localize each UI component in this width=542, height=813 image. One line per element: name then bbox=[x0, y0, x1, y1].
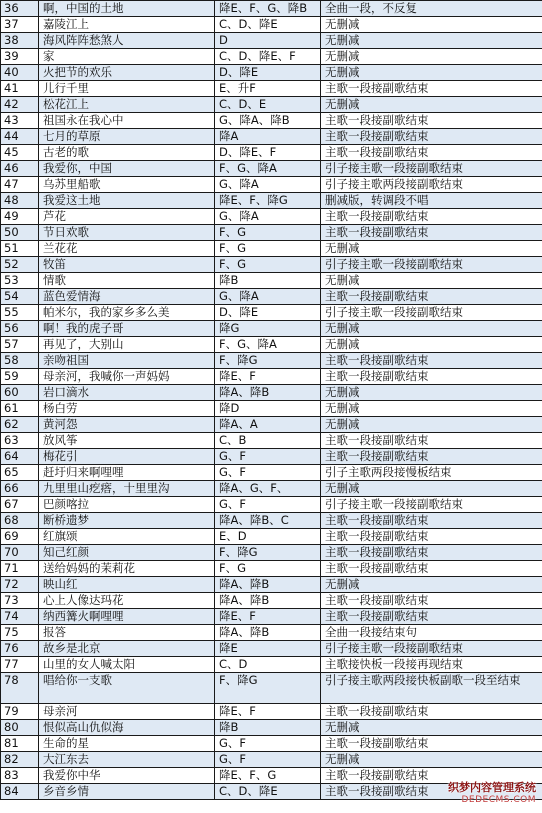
table-row bbox=[1, 657, 542, 673]
song-structure-cell: 引子接主歌一段接副歌结束 bbox=[321, 305, 542, 321]
song-number-cell: 65 bbox=[1, 465, 39, 481]
song-structure-cell: 引子接主歌两段接副歌结束 bbox=[321, 177, 542, 193]
song-title-cell: 梅花引 bbox=[39, 449, 215, 465]
song-title-cell: 我爱你，中国 bbox=[39, 161, 215, 177]
song-key-cell: G、降A、降B bbox=[215, 113, 321, 129]
song-structure-cell: 主歌一段接副歌结束 bbox=[321, 353, 542, 369]
song-structure-cell: 无删减 bbox=[321, 321, 542, 337]
song-key-cell: F、G bbox=[215, 257, 321, 273]
song-structure-cell: 无删减 bbox=[321, 337, 542, 353]
song-number-cell: 67 bbox=[1, 497, 39, 513]
table-row bbox=[1, 736, 542, 752]
table-row bbox=[1, 497, 542, 513]
song-title-cell: 牧笛 bbox=[39, 257, 215, 273]
song-number-cell: 59 bbox=[1, 369, 39, 385]
song-key-cell: G、F bbox=[215, 465, 321, 481]
song-number-cell: 80 bbox=[1, 720, 39, 736]
table-row bbox=[1, 625, 542, 641]
table-row bbox=[1, 321, 542, 337]
song-structure-cell: 无删减 bbox=[321, 97, 542, 113]
table-row bbox=[1, 417, 542, 433]
song-structure-cell: 全曲一段接结束句 bbox=[321, 625, 542, 641]
song-key-cell: F、G bbox=[215, 241, 321, 257]
song-title-cell: 赶圩归来啊哩哩 bbox=[39, 465, 215, 481]
song-structure-cell: 无删减 bbox=[321, 49, 542, 65]
table-row bbox=[1, 193, 542, 209]
table-row bbox=[1, 209, 542, 225]
song-key-cell: 降A、A bbox=[215, 417, 321, 433]
table-row bbox=[1, 161, 542, 177]
song-title-cell: 乡音乡情 bbox=[39, 784, 215, 800]
table-row bbox=[1, 481, 542, 497]
song-structure-cell: 主歌一段接副歌结束 bbox=[321, 369, 542, 385]
song-title-cell: 映山红 bbox=[39, 577, 215, 593]
song-number-cell: 42 bbox=[1, 97, 39, 113]
table-row bbox=[1, 1, 542, 17]
table-row bbox=[1, 768, 542, 784]
song-key-cell: 降A、G、F、 bbox=[215, 481, 321, 497]
song-title-cell: 杨白劳 bbox=[39, 401, 215, 417]
song-number-cell: 53 bbox=[1, 273, 39, 289]
song-title-cell: 红旗颂 bbox=[39, 529, 215, 545]
song-title-cell: 大江东去 bbox=[39, 752, 215, 768]
song-structure-cell: 主歌一段接副歌结束 bbox=[321, 593, 542, 609]
table-row bbox=[1, 673, 542, 704]
song-number-cell: 73 bbox=[1, 593, 39, 609]
song-title-cell: 九里里山疙瘩，十里里沟 bbox=[39, 481, 215, 497]
song-number-cell: 78 bbox=[1, 673, 39, 704]
song-key-cell: D、降E bbox=[215, 65, 321, 81]
song-number-cell: 51 bbox=[1, 241, 39, 257]
song-title-cell: 送给妈妈的茉莉花 bbox=[39, 561, 215, 577]
song-structure-cell: 无删减 bbox=[321, 481, 542, 497]
song-title-cell: 情歌 bbox=[39, 273, 215, 289]
song-title-cell: 黄河怨 bbox=[39, 417, 215, 433]
table-row bbox=[1, 369, 542, 385]
song-key-cell: F、降G bbox=[215, 545, 321, 561]
song-number-cell: 77 bbox=[1, 657, 39, 673]
song-structure-cell: 主歌一段接副歌结束 bbox=[321, 129, 542, 145]
song-key-cell: F、G bbox=[215, 225, 321, 241]
table-row bbox=[1, 609, 542, 625]
song-key-cell: G、F bbox=[215, 752, 321, 768]
song-key-cell: 降E、F bbox=[215, 369, 321, 385]
song-key-cell: 降A、降B bbox=[215, 385, 321, 401]
song-structure-cell: 无删减 bbox=[321, 385, 542, 401]
table-row bbox=[1, 289, 542, 305]
song-structure-cell: 主歌一段接副歌结束 bbox=[321, 433, 542, 449]
song-key-cell: 降E、F、G、降B bbox=[215, 1, 321, 17]
table-row bbox=[1, 401, 542, 417]
song-number-cell: 61 bbox=[1, 401, 39, 417]
song-structure-cell: 无删减 bbox=[321, 65, 542, 81]
song-key-cell: C、D、降E bbox=[215, 784, 321, 800]
song-key-cell: C、D、E bbox=[215, 97, 321, 113]
table-row bbox=[1, 433, 542, 449]
song-key-cell: C、B bbox=[215, 433, 321, 449]
song-key-cell: F、G、降A bbox=[215, 337, 321, 353]
song-number-cell: 57 bbox=[1, 337, 39, 353]
song-number-cell: 62 bbox=[1, 417, 39, 433]
watermark-title: 织梦内容管理系统 bbox=[448, 781, 536, 794]
song-key-cell: 降A、降B bbox=[215, 625, 321, 641]
table-row bbox=[1, 449, 542, 465]
table-row bbox=[1, 577, 542, 593]
song-title-cell: 儿行千里 bbox=[39, 81, 215, 97]
song-key-cell: 降E、F bbox=[215, 704, 321, 720]
song-number-cell: 44 bbox=[1, 129, 39, 145]
song-title-cell: 故乡是北京 bbox=[39, 641, 215, 657]
song-title-cell: 母亲河 bbox=[39, 704, 215, 720]
song-key-cell: F、降G bbox=[215, 673, 321, 704]
song-key-cell: 降E、F bbox=[215, 609, 321, 625]
table-row bbox=[1, 385, 542, 401]
song-number-cell: 52 bbox=[1, 257, 39, 273]
song-structure-cell: 引子接主歌两段接快板副歌一段至结束 bbox=[321, 673, 542, 704]
song-key-cell: D、降E bbox=[215, 305, 321, 321]
song-structure-cell: 主歌一段接副歌结束 bbox=[321, 609, 542, 625]
song-structure-cell: 无删减 bbox=[321, 241, 542, 257]
song-number-cell: 37 bbox=[1, 17, 39, 33]
song-key-cell: F、降G bbox=[215, 353, 321, 369]
table-row bbox=[1, 49, 542, 65]
song-number-cell: 75 bbox=[1, 625, 39, 641]
song-structure-cell: 无删减 bbox=[321, 17, 542, 33]
song-structure-cell: 引子接主歌一段接副歌结束 bbox=[321, 641, 542, 657]
song-title-cell: 再见了，大别山 bbox=[39, 337, 215, 353]
song-number-cell: 76 bbox=[1, 641, 39, 657]
song-title-cell: 松花江上 bbox=[39, 97, 215, 113]
song-title-cell: 心上人像达玛花 bbox=[39, 593, 215, 609]
song-number-cell: 64 bbox=[1, 449, 39, 465]
song-title-cell: 报答 bbox=[39, 625, 215, 641]
song-structure-cell: 全曲一段，不反复 bbox=[321, 1, 542, 17]
song-key-cell: 降A bbox=[215, 129, 321, 145]
song-title-cell: 蓝色爱情海 bbox=[39, 289, 215, 305]
song-number-cell: 63 bbox=[1, 433, 39, 449]
song-title-cell: 乌苏里船歌 bbox=[39, 177, 215, 193]
song-title-cell: 兰花花 bbox=[39, 241, 215, 257]
song-key-cell: D、降E、F bbox=[215, 145, 321, 161]
song-title-cell: 生命的星 bbox=[39, 736, 215, 752]
song-number-cell: 56 bbox=[1, 321, 39, 337]
song-structure-cell: 无删减 bbox=[321, 752, 542, 768]
song-key-cell: 降D bbox=[215, 401, 321, 417]
song-key-cell: 降A、降B bbox=[215, 593, 321, 609]
song-key-cell: G、F bbox=[215, 736, 321, 752]
table-row bbox=[1, 784, 542, 800]
song-key-cell: 降A、降B bbox=[215, 577, 321, 593]
song-number-cell: 40 bbox=[1, 65, 39, 81]
song-key-cell: C、D、降E、F bbox=[215, 49, 321, 65]
song-structure-cell: 无删减 bbox=[321, 417, 542, 433]
song-title-cell: 火把节的欢乐 bbox=[39, 65, 215, 81]
table-row bbox=[1, 241, 542, 257]
table-row bbox=[1, 465, 542, 481]
song-number-cell: 84 bbox=[1, 784, 39, 800]
song-number-cell: 38 bbox=[1, 33, 39, 49]
song-number-cell: 46 bbox=[1, 161, 39, 177]
song-title-cell: 祖国永在我心中 bbox=[39, 113, 215, 129]
song-structure-cell: 主歌一段接副歌结束 bbox=[321, 81, 542, 97]
song-structure-cell: 引子主歌两段接慢板结束 bbox=[321, 465, 542, 481]
song-structure-cell: 无删减 bbox=[321, 720, 542, 736]
song-key-cell: 降E bbox=[215, 641, 321, 657]
song-title-cell: 啊！我的虎子哥 bbox=[39, 321, 215, 337]
song-structure-cell: 无删减 bbox=[321, 401, 542, 417]
song-key-cell: 降A、降B、C bbox=[215, 513, 321, 529]
song-key-cell: F、G、降A bbox=[215, 161, 321, 177]
song-number-cell: 36 bbox=[1, 1, 39, 17]
song-key-cell: E、升F bbox=[215, 81, 321, 97]
song-title-cell: 恨似高山仇似海 bbox=[39, 720, 215, 736]
song-structure-cell: 引子接主歌一段接副歌结束 bbox=[321, 161, 542, 177]
song-key-cell: C、D、降E bbox=[215, 17, 321, 33]
song-title-cell: 断桥遗梦 bbox=[39, 513, 215, 529]
song-key-cell: 降E、F、G bbox=[215, 768, 321, 784]
table-row bbox=[1, 704, 542, 720]
table-row bbox=[1, 81, 542, 97]
song-number-cell: 54 bbox=[1, 289, 39, 305]
song-structure-cell: 主歌一段接副歌结束 bbox=[321, 561, 542, 577]
song-structure-cell: 主歌一段接副歌结束 bbox=[321, 736, 542, 752]
song-number-cell: 66 bbox=[1, 481, 39, 497]
song-key-cell: G、降A bbox=[215, 177, 321, 193]
song-title-cell: 纳西篝火啊哩哩 bbox=[39, 609, 215, 625]
song-title-cell: 帕米尔，我的家乡多么美 bbox=[39, 305, 215, 321]
song-number-cell: 41 bbox=[1, 81, 39, 97]
song-structure-cell: 主歌一段接副歌结束 bbox=[321, 768, 542, 784]
song-structure-cell: 主歌一段接副歌结束 bbox=[321, 145, 542, 161]
song-structure-cell: 主歌一段接副歌结束 bbox=[321, 704, 542, 720]
song-structure-cell: 引子接主歌一段接副歌结束 bbox=[321, 497, 542, 513]
song-structure-cell: 主歌一段接副歌结束 bbox=[321, 529, 542, 545]
song-number-cell: 81 bbox=[1, 736, 39, 752]
table-row bbox=[1, 129, 542, 145]
song-title-cell: 啊，中国的土地 bbox=[39, 1, 215, 17]
song-structure-cell: 无删减 bbox=[321, 273, 542, 289]
song-key-cell: E、D bbox=[215, 529, 321, 545]
song-key-cell: F、G bbox=[215, 561, 321, 577]
table-row bbox=[1, 145, 542, 161]
song-structure-cell: 主歌一段接副歌结束 bbox=[321, 225, 542, 241]
table-row bbox=[1, 545, 542, 561]
song-title-cell: 放风筝 bbox=[39, 433, 215, 449]
song-key-cell: 降B bbox=[215, 273, 321, 289]
table-row bbox=[1, 513, 542, 529]
table-row bbox=[1, 225, 542, 241]
song-number-cell: 39 bbox=[1, 49, 39, 65]
song-structure-cell: 主歌一段接副歌结束 bbox=[321, 289, 542, 305]
song-key-cell: G、降A bbox=[215, 289, 321, 305]
song-title-cell: 我爱这土地 bbox=[39, 193, 215, 209]
table-row bbox=[1, 177, 542, 193]
table-row bbox=[1, 641, 542, 657]
table-row bbox=[1, 113, 542, 129]
song-key-cell: 降G bbox=[215, 321, 321, 337]
song-structure-cell: 主歌一段接副歌结束 bbox=[321, 513, 542, 529]
table-row bbox=[1, 529, 542, 545]
table-row bbox=[1, 353, 542, 369]
song-title-cell: 我爱你中华 bbox=[39, 768, 215, 784]
song-number-cell: 47 bbox=[1, 177, 39, 193]
song-title-cell: 嘉陵江上 bbox=[39, 17, 215, 33]
song-key-cell: D bbox=[215, 33, 321, 49]
song-title-cell: 岩口滴水 bbox=[39, 385, 215, 401]
table-row bbox=[1, 257, 542, 273]
song-structure-cell: 主歌一段接副歌结束 bbox=[321, 113, 542, 129]
song-number-cell: 43 bbox=[1, 113, 39, 129]
song-title-cell: 节日欢歌 bbox=[39, 225, 215, 241]
table-row bbox=[1, 752, 542, 768]
table-row bbox=[1, 97, 542, 113]
song-key-cell: G、F bbox=[215, 497, 321, 513]
song-structure-cell: 主歌一段接副歌结束 bbox=[321, 545, 542, 561]
song-number-cell: 45 bbox=[1, 145, 39, 161]
song-structure-cell: 主歌一段接副歌结束 bbox=[321, 209, 542, 225]
song-table-body bbox=[1, 1, 542, 800]
song-number-cell: 55 bbox=[1, 305, 39, 321]
song-structure-cell: 主歌一段接副歌结束 bbox=[321, 784, 542, 800]
song-key-cell: G、F bbox=[215, 449, 321, 465]
song-number-cell: 58 bbox=[1, 353, 39, 369]
song-number-cell: 70 bbox=[1, 545, 39, 561]
song-number-cell: 83 bbox=[1, 768, 39, 784]
song-key-cell: C、D bbox=[215, 657, 321, 673]
table-row bbox=[1, 305, 542, 321]
song-title-cell: 巴颜喀拉 bbox=[39, 497, 215, 513]
song-title-cell: 山里的女人喊太阳 bbox=[39, 657, 215, 673]
song-number-cell: 60 bbox=[1, 385, 39, 401]
song-number-cell: 71 bbox=[1, 561, 39, 577]
song-number-cell: 74 bbox=[1, 609, 39, 625]
song-structure-cell: 无删减 bbox=[321, 577, 542, 593]
song-number-cell: 49 bbox=[1, 209, 39, 225]
song-number-cell: 72 bbox=[1, 577, 39, 593]
table-row bbox=[1, 33, 542, 49]
song-structure-cell: 引子接主歌一段接副歌结束 bbox=[321, 257, 542, 273]
table-row bbox=[1, 65, 542, 81]
song-structure-cell: 删减版，转调段不唱 bbox=[321, 193, 542, 209]
song-title-cell: 母亲河，我喊你一声妈妈 bbox=[39, 369, 215, 385]
song-title-cell: 古老的歌 bbox=[39, 145, 215, 161]
song-number-cell: 82 bbox=[1, 752, 39, 768]
song-title-cell: 亲吻祖国 bbox=[39, 353, 215, 369]
song-title-cell: 知己红颜 bbox=[39, 545, 215, 561]
song-title-cell: 芦花 bbox=[39, 209, 215, 225]
song-structure-cell: 无删减 bbox=[321, 33, 542, 49]
table-row bbox=[1, 720, 542, 736]
song-number-cell: 48 bbox=[1, 193, 39, 209]
table-row bbox=[1, 561, 542, 577]
song-key-cell: 降E、F、降G bbox=[215, 193, 321, 209]
song-title-cell: 唱给你一支歌 bbox=[39, 673, 215, 704]
table-row bbox=[1, 337, 542, 353]
song-title-cell: 家 bbox=[39, 49, 215, 65]
song-structure-cell: 主歌接快板一段接再现结束 bbox=[321, 657, 542, 673]
song-key-cell: G、降A bbox=[215, 209, 321, 225]
song-title-cell: 海风阵阵愁煞人 bbox=[39, 33, 215, 49]
song-number-cell: 68 bbox=[1, 513, 39, 529]
table-row bbox=[1, 593, 542, 609]
song-structure-cell: 主歌一段接副歌结束 bbox=[321, 449, 542, 465]
song-number-cell: 69 bbox=[1, 529, 39, 545]
song-number-cell: 50 bbox=[1, 225, 39, 241]
table-row bbox=[1, 17, 542, 33]
song-number-cell: 79 bbox=[1, 704, 39, 720]
table-row bbox=[1, 273, 542, 289]
song-title-cell: 七月的草原 bbox=[39, 129, 215, 145]
song-key-cell: 降B bbox=[215, 720, 321, 736]
watermark-domain: DEDECMS.COM bbox=[461, 795, 536, 805]
